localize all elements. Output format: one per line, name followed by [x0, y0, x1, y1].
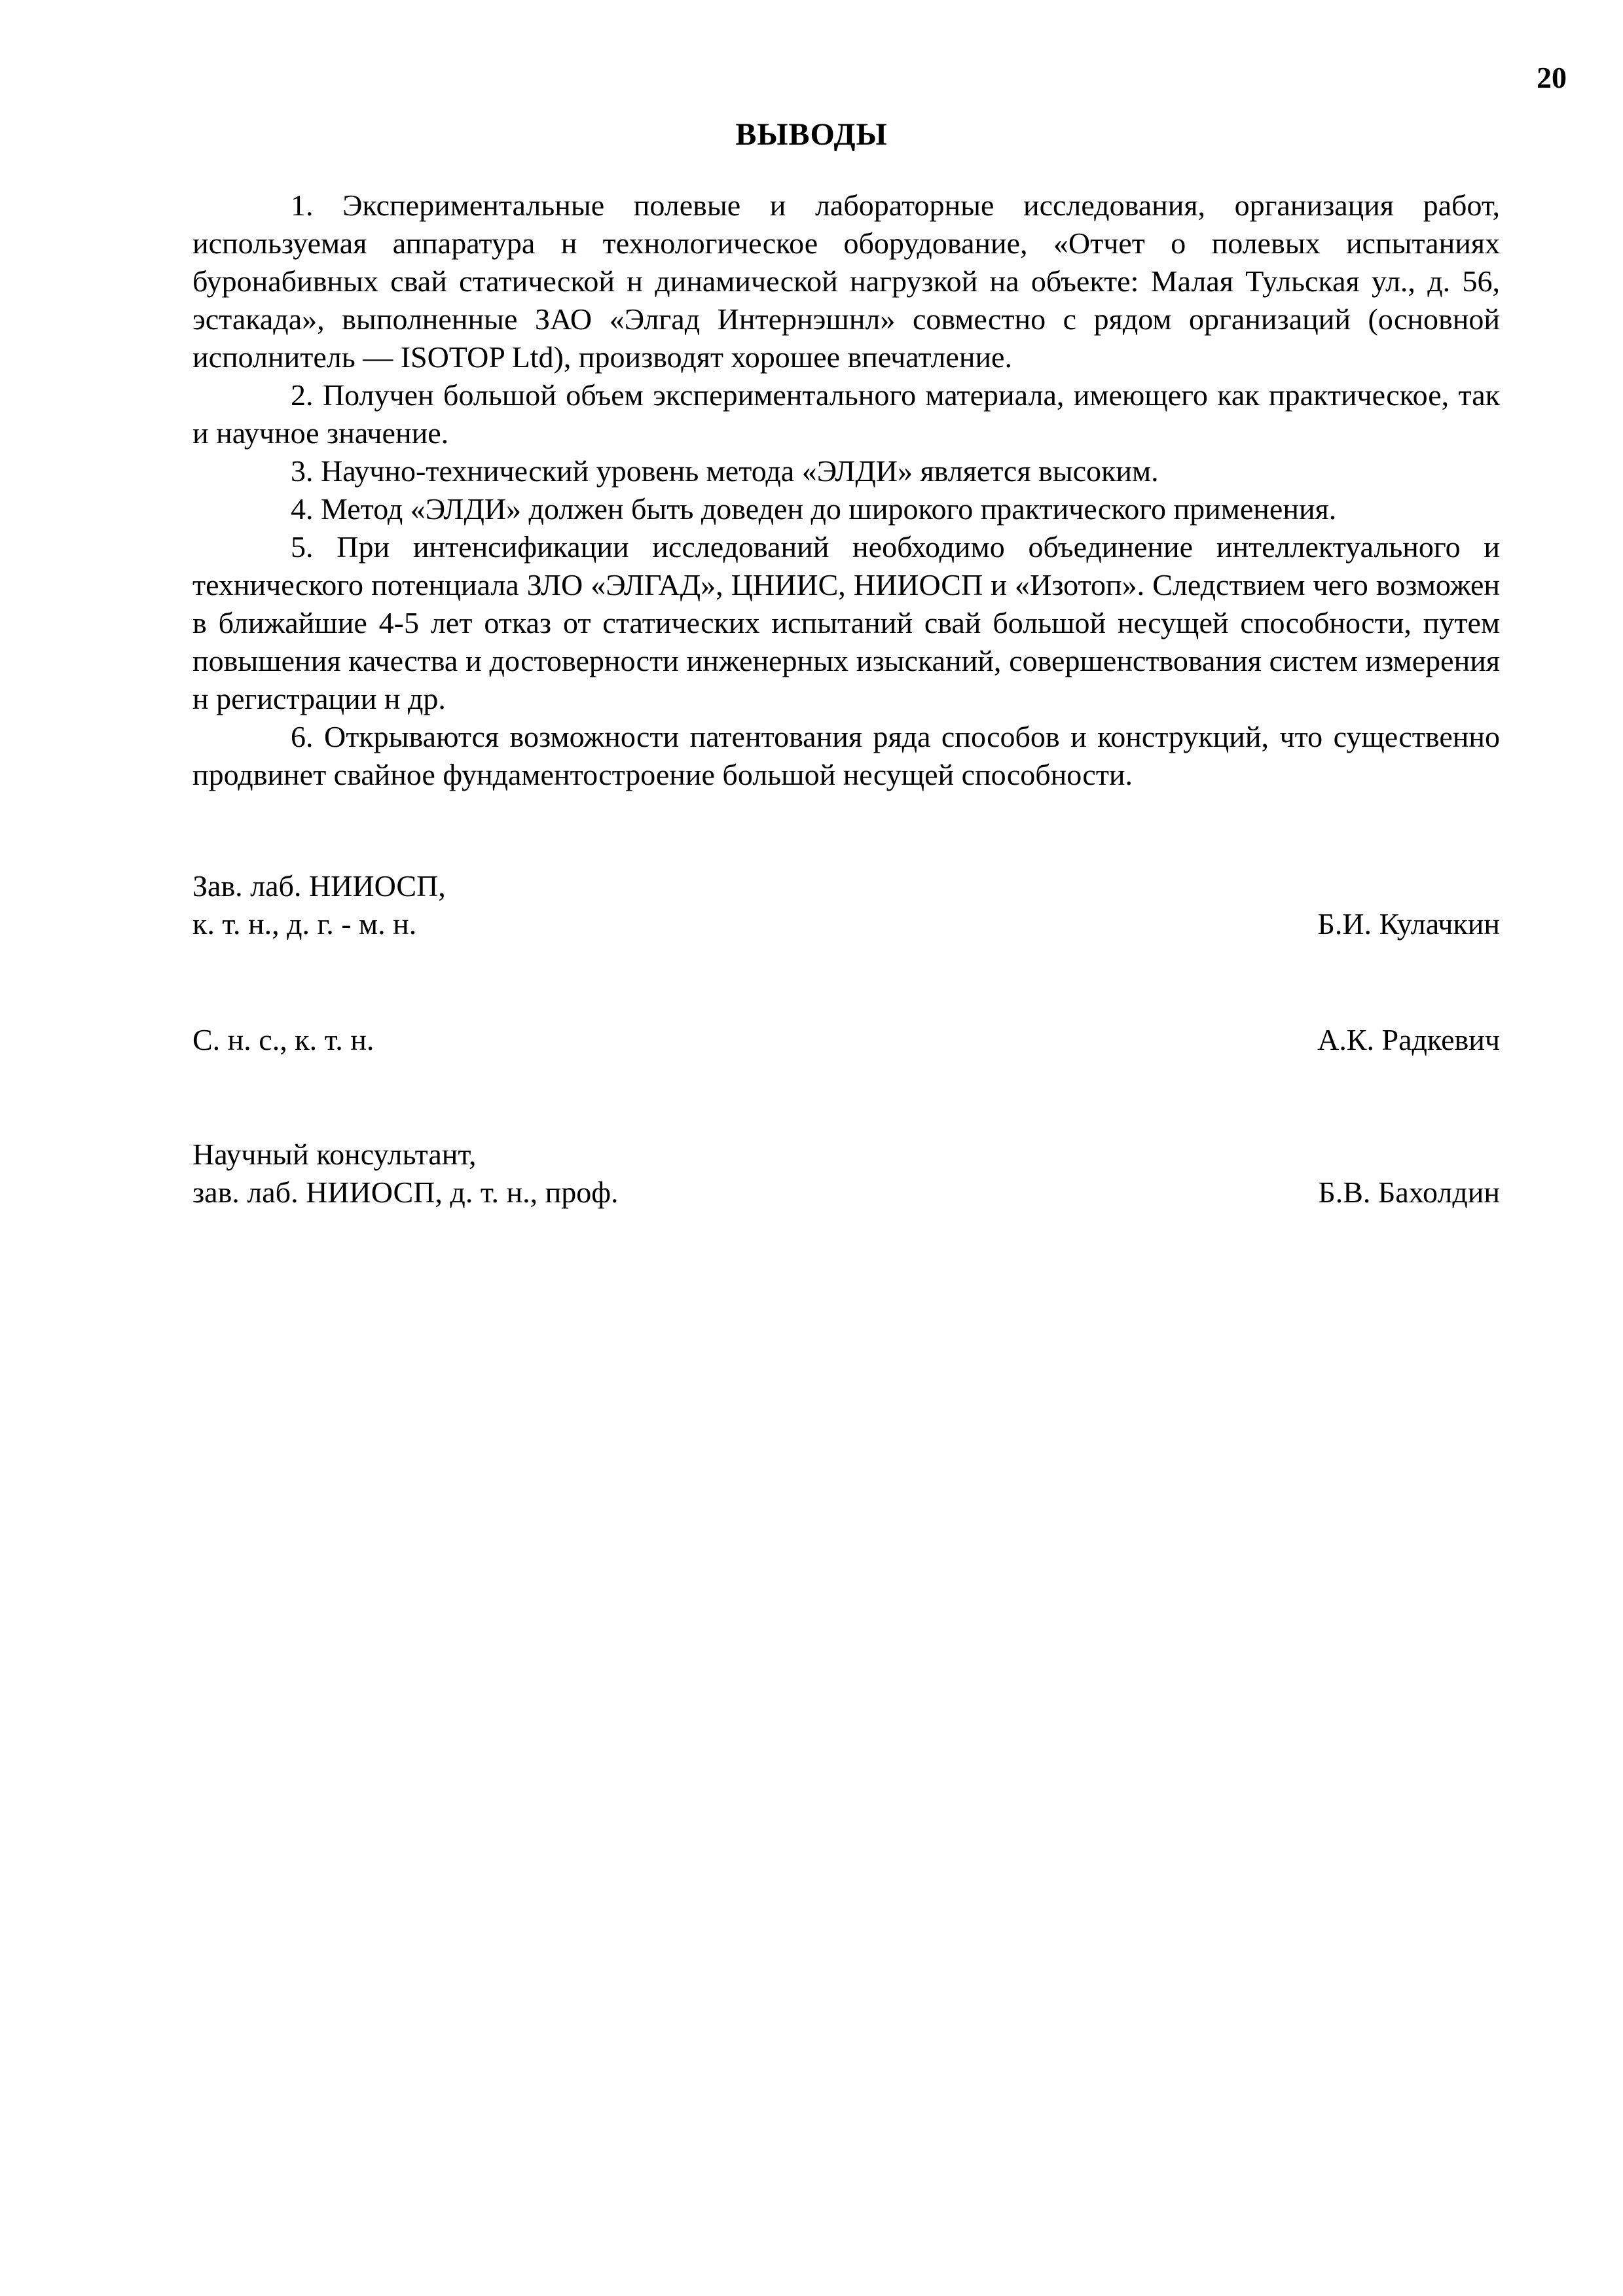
- position-line: Зав. лаб. НИИОСП,: [192, 869, 446, 903]
- position-line: С. н. с., к. т. н.: [192, 1023, 374, 1056]
- conclusion-paragraph-1: 1. Экспериментальные полевые и лабораторные исследования, организация работ, используемая аппаратура н технологическое оборудование, «Отчет о полевых испытаниях буронабивных свай статической н динамической нагрузкой на объекте: Малая Тульская ул., д. 56, эстакада», выполненные ЗАО «Элгад Интернэшнл» совместно с рядом организаций (основной исполнитель — ISOTOP Ltd), производят хорошее впечатление.: [192, 188, 1500, 374]
- signatory-position: [192, 1136, 619, 1211]
- conclusions-body: [192, 187, 1500, 794]
- conclusion-paragraph-5: 5. При интенсификации исследований необходимо объединение интеллектуального и технического потенциала ЗЛО «ЭЛГАД», ЦНИИС, НИИОСП и «Изотоп». Следствием чего возможен в ближайшие 4-5 лет отказ от статических испытаний свай большой несущей способности, путем повышения качества и достоверности инженерных изысканий, совершенствования систем измерения н регистрации н др.: [192, 530, 1500, 715]
- position-line: зав. лаб. НИИОСП, д. т. н., проф.: [192, 1175, 619, 1209]
- conclusion-paragraph-6: 6. Открываются возможности патентования ряда способов и конструкций, что существенно продвинет свайное фундаментостроение большой несущей способности.: [192, 720, 1500, 791]
- page-title: ВЫВОДЫ: [735, 117, 888, 152]
- position-line: Научный консультант,: [192, 1138, 477, 1171]
- conclusion-paragraph-3: 3. Научно-технический уровень метода «ЭЛДИ» является высоким.: [291, 454, 1159, 488]
- signatory-position: [192, 867, 446, 943]
- signatory-name: Б.В. Бахолдин: [1318, 1175, 1500, 1209]
- conclusion-paragraph-4: 4. Метод «ЭЛДИ» должен быть доведен до широкого практического применения.: [291, 492, 1337, 526]
- signatory-name: А.К. Радкевич: [1317, 1023, 1500, 1056]
- signatory-position: [192, 1021, 374, 1059]
- page-number: 20: [1537, 61, 1567, 94]
- position-line: к. т. н., д. г. - м. н.: [192, 907, 417, 941]
- conclusion-paragraph-2: 2. Получен большой объем экспериментального материала, имеющего как практическое, так и научное значение.: [192, 378, 1500, 450]
- signatory-name: Б.И. Кулачкин: [1317, 907, 1500, 941]
